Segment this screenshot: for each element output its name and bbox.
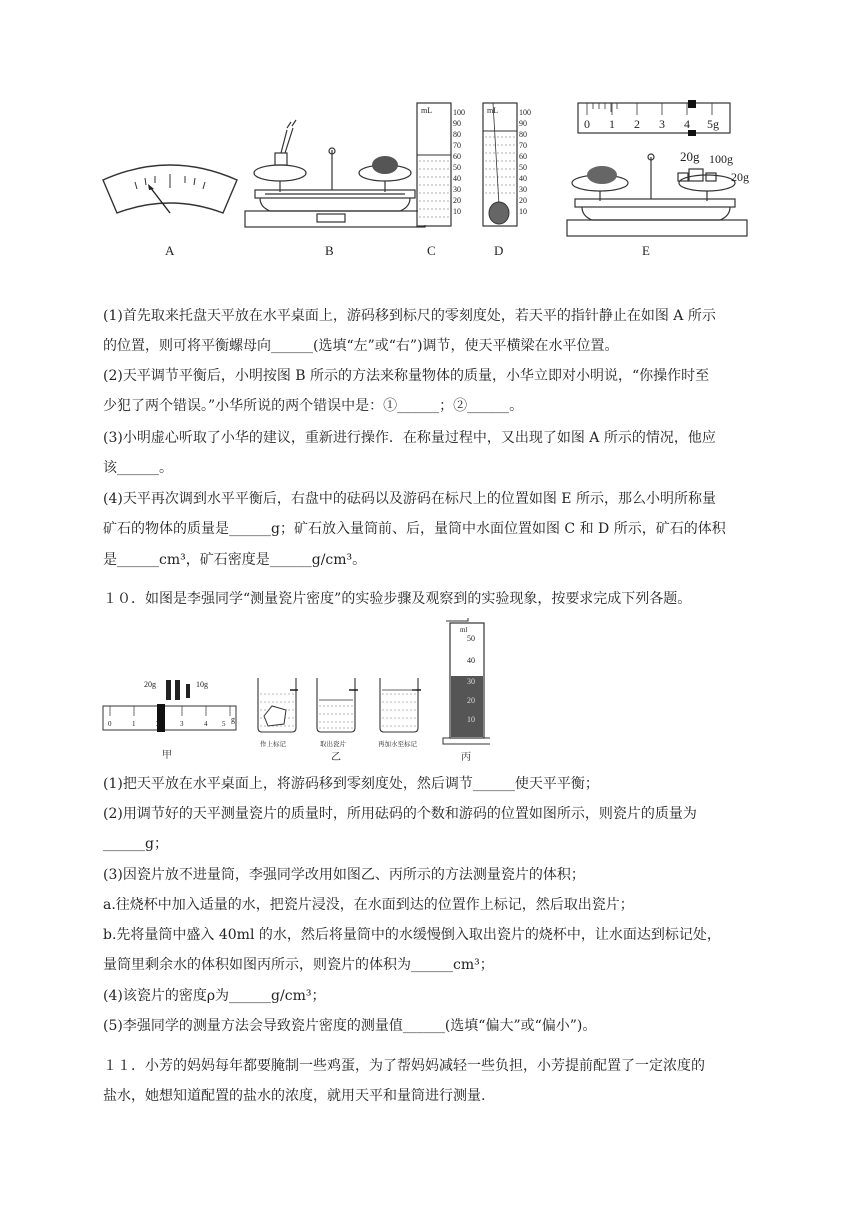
q10-part5: (5)李强同学的测量方法会导致瓷片密度的测量值______(选填“偏大”或“偏小”)。	[103, 1018, 597, 1034]
q9-part2-line2: 少犯了两个错误。”小华所说的两个错误中是：①______；②______。	[103, 398, 524, 414]
svg-text:5: 5	[222, 720, 226, 728]
svg-text:50: 50	[467, 634, 475, 643]
svg-text:30: 30	[467, 677, 475, 686]
svg-text:20: 20	[453, 196, 461, 205]
q9-part4-line2: 矿石的物体的质量是______g；矿石放入量筒前、后，量筒中水面位置如图 C 和 D 所示，矿石的体积	[103, 521, 726, 537]
figure-2-porcelain-experiment	[100, 618, 490, 768]
q10-part1: (1)把天平放在水平桌面上，将游码移到零刻度处，然后调节______使天平平衡；	[103, 776, 599, 792]
svg-text:5g: 5g	[707, 117, 719, 131]
figure-c-label: C	[427, 243, 436, 258]
svg-text:取出瓷片: 取出瓷片	[320, 741, 346, 748]
svg-text:80: 80	[519, 130, 527, 139]
q9-part4-line1: (4)天平再次调到水平平衡后，右盘中的砝码以及游码在标尺上的位置如图 E 所示，那么小明所称量	[103, 491, 716, 507]
svg-text:30: 30	[453, 185, 461, 194]
svg-text:20: 20	[467, 696, 475, 705]
svg-text:4: 4	[684, 117, 690, 131]
figure-e-balance	[567, 154, 747, 236]
svg-text:80: 80	[453, 130, 461, 139]
svg-text:20g: 20g	[680, 149, 700, 164]
svg-text:再加水至标记: 再加水至标记	[378, 741, 417, 748]
svg-text:40: 40	[467, 656, 475, 665]
q10-title: １０．如图是李强同学“测量瓷片密度”的实验步骤及观察到的实验现象，按要求完成下列各题。	[103, 591, 692, 607]
svg-text:1: 1	[609, 117, 615, 131]
figure-e-rock	[587, 166, 617, 184]
q11-line1: １１．小芳的妈妈每年都要腌制一些鸡蛋，为了帮妈妈减轻一些负担，小芳提前配置了一定浓度的	[103, 1058, 705, 1074]
figure-b-balance	[245, 120, 425, 227]
q11-line2: 盐水，她想知道配置的盐水的浓度，就用天平和量筒进行测量.	[103, 1088, 486, 1104]
svg-text:30: 30	[519, 185, 527, 194]
svg-text:20: 20	[519, 196, 527, 205]
figure-a-label: A	[165, 243, 175, 258]
q10-part2-line2: ______g；	[103, 836, 168, 852]
svg-text:乙: 乙	[331, 752, 341, 763]
svg-text:20g: 20g	[731, 170, 749, 184]
q9-part1-line2: 的位置，则可将平衡螺母向______(选填“左”或“右”)调节，使天平横梁在水平位置。	[103, 338, 619, 354]
svg-text:作上标记: 作上标记	[260, 741, 286, 748]
svg-text:0: 0	[584, 117, 590, 131]
q9-part1-line1: (1)首先取来托盘天平放在水平桌面上，游码移到标尺的零刻度处，若天平的指针静止在如图 A 所示	[103, 308, 716, 324]
svg-text:丙: 丙	[461, 752, 471, 763]
q10-part3: (3)因瓷片放不进量筒，李强同学改用如图乙、丙所示的方法测量瓷片的体积；	[103, 867, 585, 883]
svg-text:ml: ml	[460, 626, 468, 634]
svg-text:60: 60	[453, 152, 461, 161]
figure-bing-cylinder	[443, 618, 490, 763]
svg-text:mL: mL	[421, 106, 433, 115]
figure-jia	[103, 680, 236, 761]
svg-text:60: 60	[519, 152, 527, 161]
svg-text:10: 10	[453, 207, 461, 216]
figure-d-label: D	[494, 243, 504, 258]
q10-step-a: a.往烧杯中加入适量的水，把瓷片浸没，在水面到达的位置作上标记，然后取出瓷片；	[103, 897, 634, 913]
q10-step-b-line1: b.先将量筒中盛入 40ml 的水，然后将量筒中的水缓慢倒入取出瓷片的烧杯中，让水面达到标记处，	[103, 927, 721, 943]
figure-e-ruler	[578, 100, 730, 136]
svg-text:3: 3	[180, 720, 184, 728]
q10-part2-line1: (2)用调节好的天平测量瓷片的质量时，所用砝码的个数和游码的位置如图所示，则瓷片的质量为	[103, 806, 697, 822]
q9-part3-line1: (3)小明虚心听取了小华的建议，重新进行操作．在称量过程中，又出现了如图 A 所示的情况，他应	[103, 430, 716, 446]
q9-part3-line2: 该______。	[103, 460, 173, 476]
svg-text:100g: 100g	[709, 152, 733, 166]
figure-a-dial	[103, 165, 237, 213]
svg-text:40: 40	[453, 174, 461, 183]
svg-text:2: 2	[634, 117, 640, 131]
svg-text:4: 4	[204, 720, 208, 728]
figure-e-label: E	[642, 243, 650, 258]
q9-part2-line1: (2)天平调节平衡后，小明按图 B 所示的方法来称量物体的质量，小华立即对小明说，“你操作时至	[103, 368, 710, 384]
svg-text:10: 10	[467, 715, 475, 724]
figure-b-label: B	[325, 243, 334, 258]
figure-d-cylinder	[483, 103, 531, 226]
svg-text:50: 50	[519, 163, 527, 172]
figure-c-cylinder	[417, 103, 465, 226]
figure-b-rock	[372, 156, 398, 174]
svg-text:70: 70	[519, 141, 527, 150]
svg-text:70: 70	[453, 141, 461, 150]
figure-1-experiment-apparatus	[95, 95, 760, 270]
svg-text:3: 3	[659, 117, 665, 131]
svg-text:90: 90	[453, 119, 461, 128]
q10-part4: (4)该瓷片的密度ρ为______g/cm³；	[103, 988, 326, 1004]
svg-text:10g: 10g	[196, 680, 208, 689]
svg-text:50: 50	[453, 163, 461, 172]
svg-text:2: 2	[156, 720, 160, 728]
svg-text:1: 1	[132, 720, 136, 728]
svg-text:mL: mL	[487, 106, 499, 115]
svg-text:10: 10	[519, 207, 527, 216]
svg-text:100: 100	[519, 108, 531, 117]
svg-text:甲: 甲	[162, 750, 172, 761]
svg-text:20g: 20g	[144, 680, 156, 689]
q10-step-b-line2: 量筒里剩余水的体积如图丙所示，则瓷片的体积为______cm³；	[103, 957, 494, 973]
svg-text:0: 0	[108, 720, 112, 728]
svg-text:g: g	[231, 715, 235, 724]
svg-text:90: 90	[519, 119, 527, 128]
q9-part4-line3: 是______cm³，矿石密度是______g/cm³。	[103, 552, 367, 568]
svg-text:40: 40	[519, 174, 527, 183]
svg-text:100: 100	[453, 108, 465, 117]
